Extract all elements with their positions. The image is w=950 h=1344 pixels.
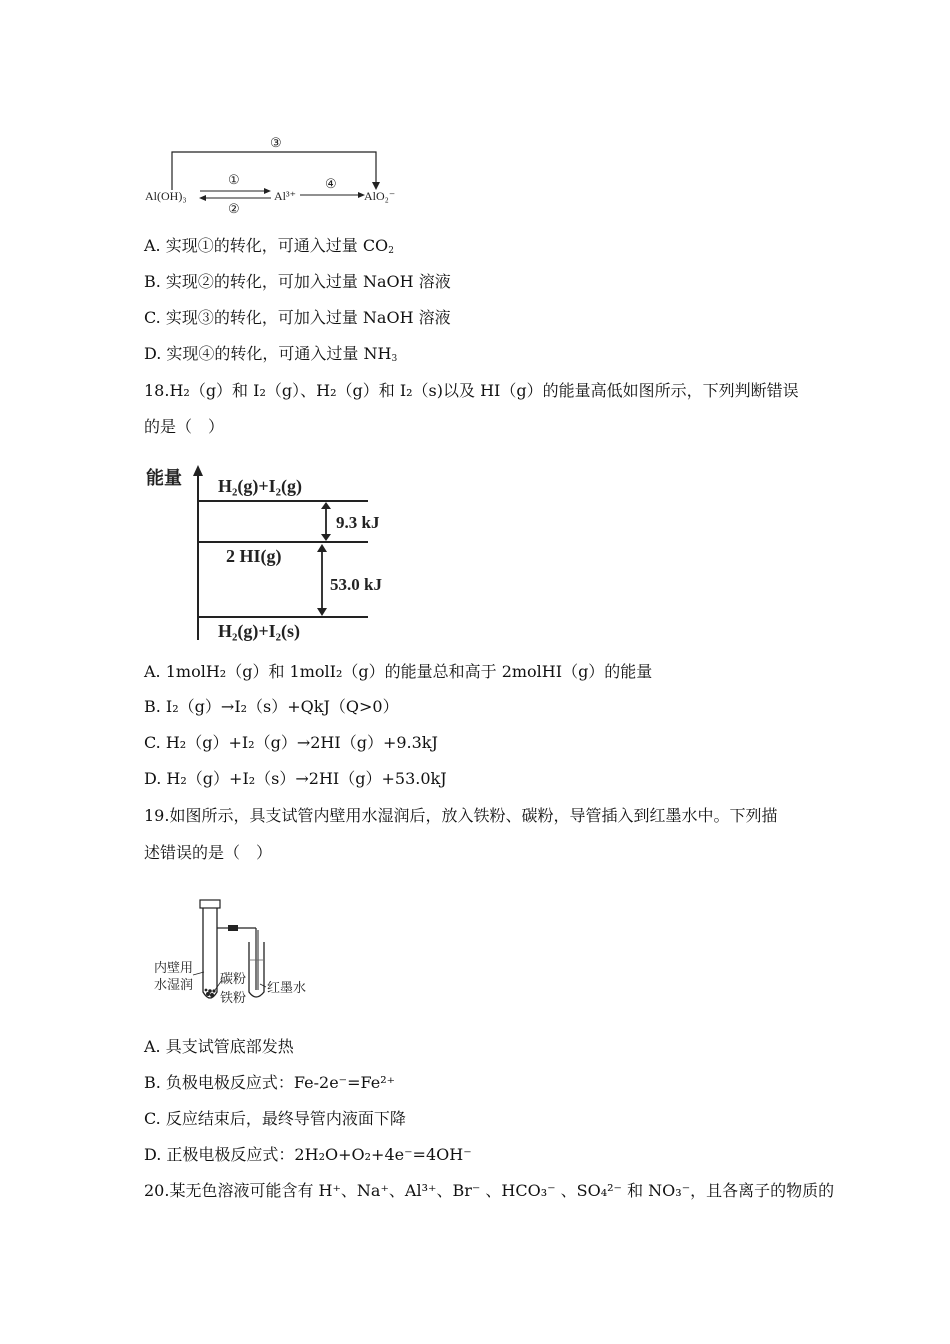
q18-option-b: B. I₂（g）→I₂（s）+QkJ（Q>0） <box>144 697 399 716</box>
arrow-1-label: ① <box>228 172 240 187</box>
q18-option-c: C. H₂（g）+I₂（g）→2HI（g）+9.3kJ <box>144 733 438 752</box>
label-ink: 红墨水 <box>267 981 307 996</box>
gap-top-label: 9.3 kJ <box>336 513 380 532</box>
q20-stem-line1: 20.某无色溶液可能含有 H⁺、Na⁺、Al³⁺、Br⁻ 、HCO₃⁻ 、SO₄²⁻ 和 NO₃⁻，且各离子的物质的 <box>144 1181 835 1200</box>
q19-stem-line1: 19.如图所示，具支试管内壁用水湿润后，放入铁粉、碳粉，导管插入到红墨水中。下列描 <box>144 806 778 825</box>
level-mid-label: 2 HI(g) <box>226 546 282 566</box>
q19-option-d: D. 正极电极反应式：2H₂O+O₂+4e⁻=4OH⁻ <box>144 1145 472 1164</box>
level-top-label: H₂(g)+I₂(g) <box>218 476 303 496</box>
label-wall-2: 水湿润 <box>154 978 194 993</box>
q19-option-c: C. 反应结束后，最终导管内液面下降 <box>144 1109 406 1128</box>
gap-bottom-label: 53.0 kJ <box>330 575 382 594</box>
q18-stem-line2: 的是（ ） <box>144 417 225 436</box>
q19-option-b: B. 负极电极反应式：Fe-2e⁻=Fe²⁺ <box>144 1073 396 1092</box>
q18-option-a: A. 1molH₂（g）和 1molI₂（g）的能量总和高于 2molHI（g）的能量 <box>144 662 653 681</box>
species-al3: Al³⁺ <box>274 189 296 203</box>
q18-stem-line1: 18.H₂（g）和 I₂（g）、H₂（g）和 I₂（s)以及 HI（g）的能量高低如图所示，下列判断错误 <box>144 381 799 400</box>
q17-option-d: D. 实现④的转化，可通入过量 $NH_3$ <box>144 344 398 364</box>
level-bottom-label: H₂(g)+I₂(s) <box>218 621 301 641</box>
species-alo2: AlO₂⁻ <box>364 189 396 203</box>
arrow-3-label: ③ <box>270 135 282 150</box>
aluminum-conversion-diagram <box>140 130 410 220</box>
test-tube-apparatus <box>148 892 318 1012</box>
arrow-4-label: ④ <box>325 176 337 191</box>
q18-option-d: D. H₂（g）+I₂（s）→2HI（g）+53.0kJ <box>144 769 447 788</box>
energy-axis-label: 能量 <box>146 468 182 489</box>
q17-option-b: B. 实现②的转化，可加入过量 NaOH 溶液 <box>144 272 451 291</box>
q17-option-a: A. 实现①的转化，可通入过量 $CO_2$ <box>144 236 394 256</box>
q19-option-a: A. 具支试管底部发热 <box>144 1037 294 1056</box>
label-carbon: 碳粉 <box>220 972 247 987</box>
arrow-2-label: ② <box>228 201 240 216</box>
energy-level-diagram <box>140 460 410 650</box>
q17-option-c: C. 实现③的转化，可加入过量 NaOH 溶液 <box>144 308 451 327</box>
label-iron: 铁粉 <box>220 991 247 1006</box>
label-wall-1: 内壁用 <box>154 961 194 976</box>
species-aloh3: Al(OH)₃ <box>145 189 187 203</box>
q19-stem-line2: 述错误的是（ ） <box>144 843 273 862</box>
